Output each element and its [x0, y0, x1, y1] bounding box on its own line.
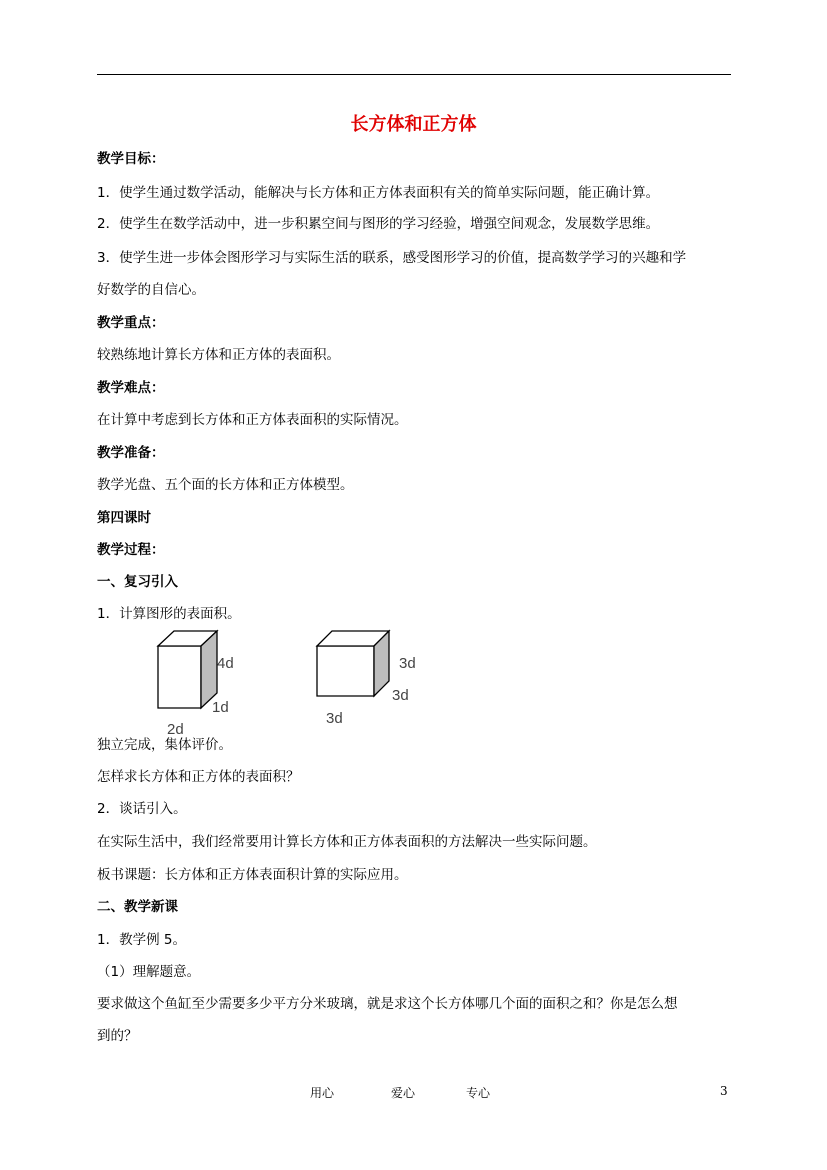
cuboid-height-label: 4d [217, 655, 234, 672]
key-heading: 教学重点： [97, 315, 165, 331]
cuboid-shape [158, 631, 217, 708]
goal-2: 2．使学生在数学活动中，进一步积累空间与图形的学习经验，增强空间观念，发展数学思维。 [97, 216, 660, 232]
board-text: 板书课题：长方体和正方体表面积计算的实际应用。 [97, 867, 408, 883]
after-figure-text: 独立完成，集体评价。 [97, 737, 232, 753]
footer-left: 用心 [310, 1086, 335, 1100]
key-text: 较熟练地计算长方体和正方体的表面积。 [97, 347, 340, 363]
prep-heading: 教学准备： [97, 445, 165, 461]
cube-height-label: 3d [399, 655, 416, 672]
item-1: 1．计算图形的表面积。 [97, 606, 241, 622]
part-2-heading: 二、教学新课 [97, 899, 178, 915]
part-1-heading: 一、复习引入 [97, 574, 178, 590]
footer-right: 专心 [466, 1086, 491, 1100]
item-2: 2．谈话引入。 [97, 801, 187, 817]
cube-shape [317, 631, 389, 696]
question-1: 怎样求长方体和正方体的表面积？ [97, 769, 300, 785]
goals-heading: 教学目标： [97, 151, 165, 167]
cube-width-label: 3d [326, 710, 343, 727]
prep-text: 教学光盘、五个面的长方体和正方体模型。 [97, 477, 354, 493]
talk-text: 在实际生活中，我们经常要用计算长方体和正方体表面积的方法解决一些实际问题。 [97, 834, 597, 850]
goal-1: 1．使学生通过数学活动，能解决与长方体和正方体表面积有关的简单实际问题，能正确计算。 [97, 185, 660, 201]
example-label: 1．教学例 5。 [97, 932, 186, 948]
footer-middle: 爱心 [391, 1086, 416, 1100]
page-number: 3 [720, 1084, 728, 1098]
difficulty-text: 在计算中考虑到长方体和正方体表面积的实际情况。 [97, 412, 408, 428]
cuboid-depth-label: 1d [212, 699, 229, 716]
question-2-line-1: 要求做这个鱼缸至少需要多少平方分米玻璃，就是求这个长方体哪几个面的面积之和？你是怎么想 [97, 996, 678, 1012]
page-title: 长方体和正方体 [350, 114, 477, 135]
question-2-line-2: 到的？ [97, 1028, 138, 1044]
cuboid-width-label: 2d [167, 721, 184, 734]
solids-figure [140, 622, 440, 734]
cube-depth-label: 3d [392, 687, 409, 704]
goal-3-line-1: 3．使学生进一步体会图形学习与实际生活的联系，感受图形学习的价值，提高数学学习的兴趣和学 [97, 250, 687, 266]
process-heading: 教学过程： [97, 542, 165, 558]
lesson-label: 第四课时 [97, 510, 151, 526]
understand-label: （1）理解题意。 [97, 964, 201, 980]
goal-3-line-2: 好数学的自信心。 [97, 282, 205, 298]
difficulty-heading: 教学难点： [97, 380, 165, 396]
header-rule [97, 74, 731, 75]
